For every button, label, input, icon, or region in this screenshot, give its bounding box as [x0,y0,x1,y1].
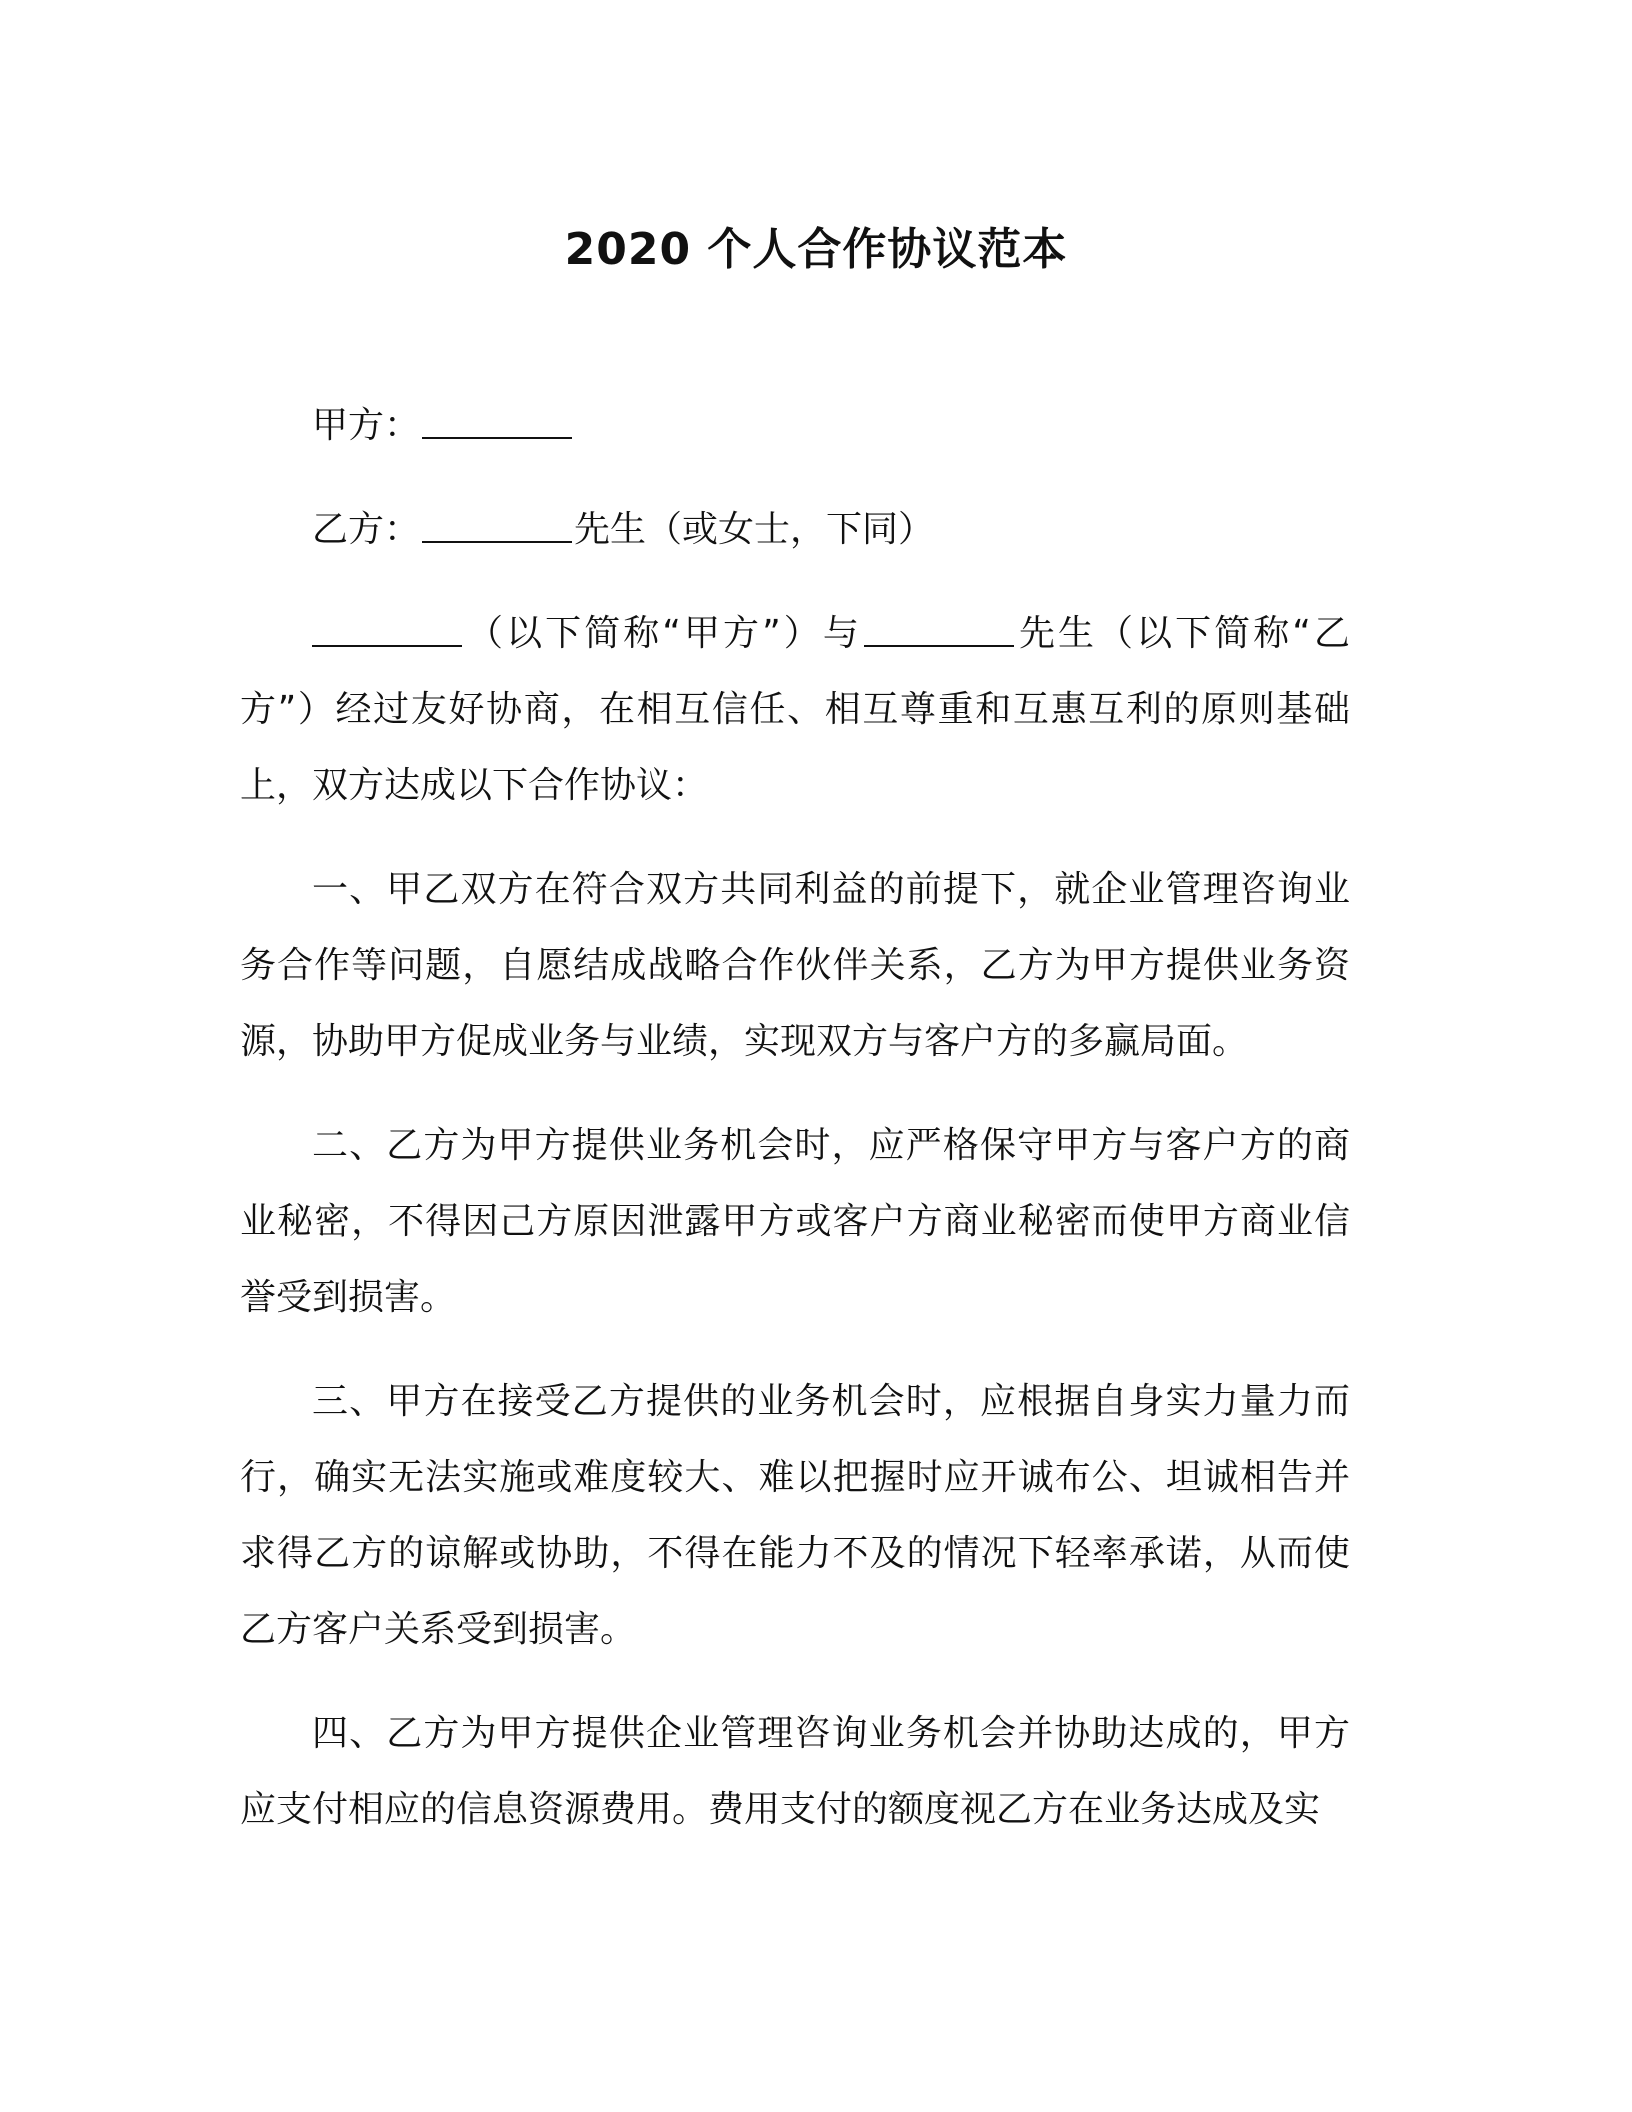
party-a-blank [422,401,572,439]
document-title: 2020 个人合作协议范本 [564,224,1068,275]
intro-blank-a [312,609,462,647]
party-b-suffix: 先生（或女士，下同） [574,509,935,550]
document-body [240,388,1350,1848]
intro-text-2: 先生（以下简称“乙方”）经过友好协商，在相互信任、相互尊重和互惠互利的原则基础上，双方达成以下合作协议： [240,613,1350,806]
clause-3: 三、甲方在接受乙方提供的业务机会时，应根据自身实力量力而行，确实无法实施或难度较大、难以把握时应开诚布公、坦诚相告并求得乙方的谅解或协助，不得在能力不及的情况下轻率承诺，从而使乙方客户关系受到损害。 [240,1381,1350,1650]
intro-blank-b [864,609,1014,647]
clause-4: 四、乙方为甲方提供企业管理咨询业务机会并协助达成的，甲方应支付相应的信息资源费用。费用支付的额度视乙方在业务达成及实 [240,1713,1350,1830]
party-a-label: 甲方： [312,405,421,446]
party-a-line [240,388,1350,464]
intro-paragraph [240,596,1350,824]
clause-1: 一、甲乙双方在符合双方共同利益的前提下，就企业管理咨询业务合作等问题，自愿结成战略合作伙伴关系，乙方为甲方提供业务资源，协助甲方促成业务与业绩，实现双方与客户方的多赢局面。 [240,869,1350,1062]
intro-text-1: （以下简称“甲方”）与 [464,613,862,654]
clause-2: 二、乙方为甲方提供业务机会时，应严格保守甲方与客户方的商业秘密，不得因己方原因泄露甲方或客户方商业秘密而使甲方商业信誉受到损害。 [240,1125,1350,1318]
party-b-blank [422,505,572,543]
party-b-line [240,492,1350,568]
party-b-label: 乙方： [312,509,421,550]
